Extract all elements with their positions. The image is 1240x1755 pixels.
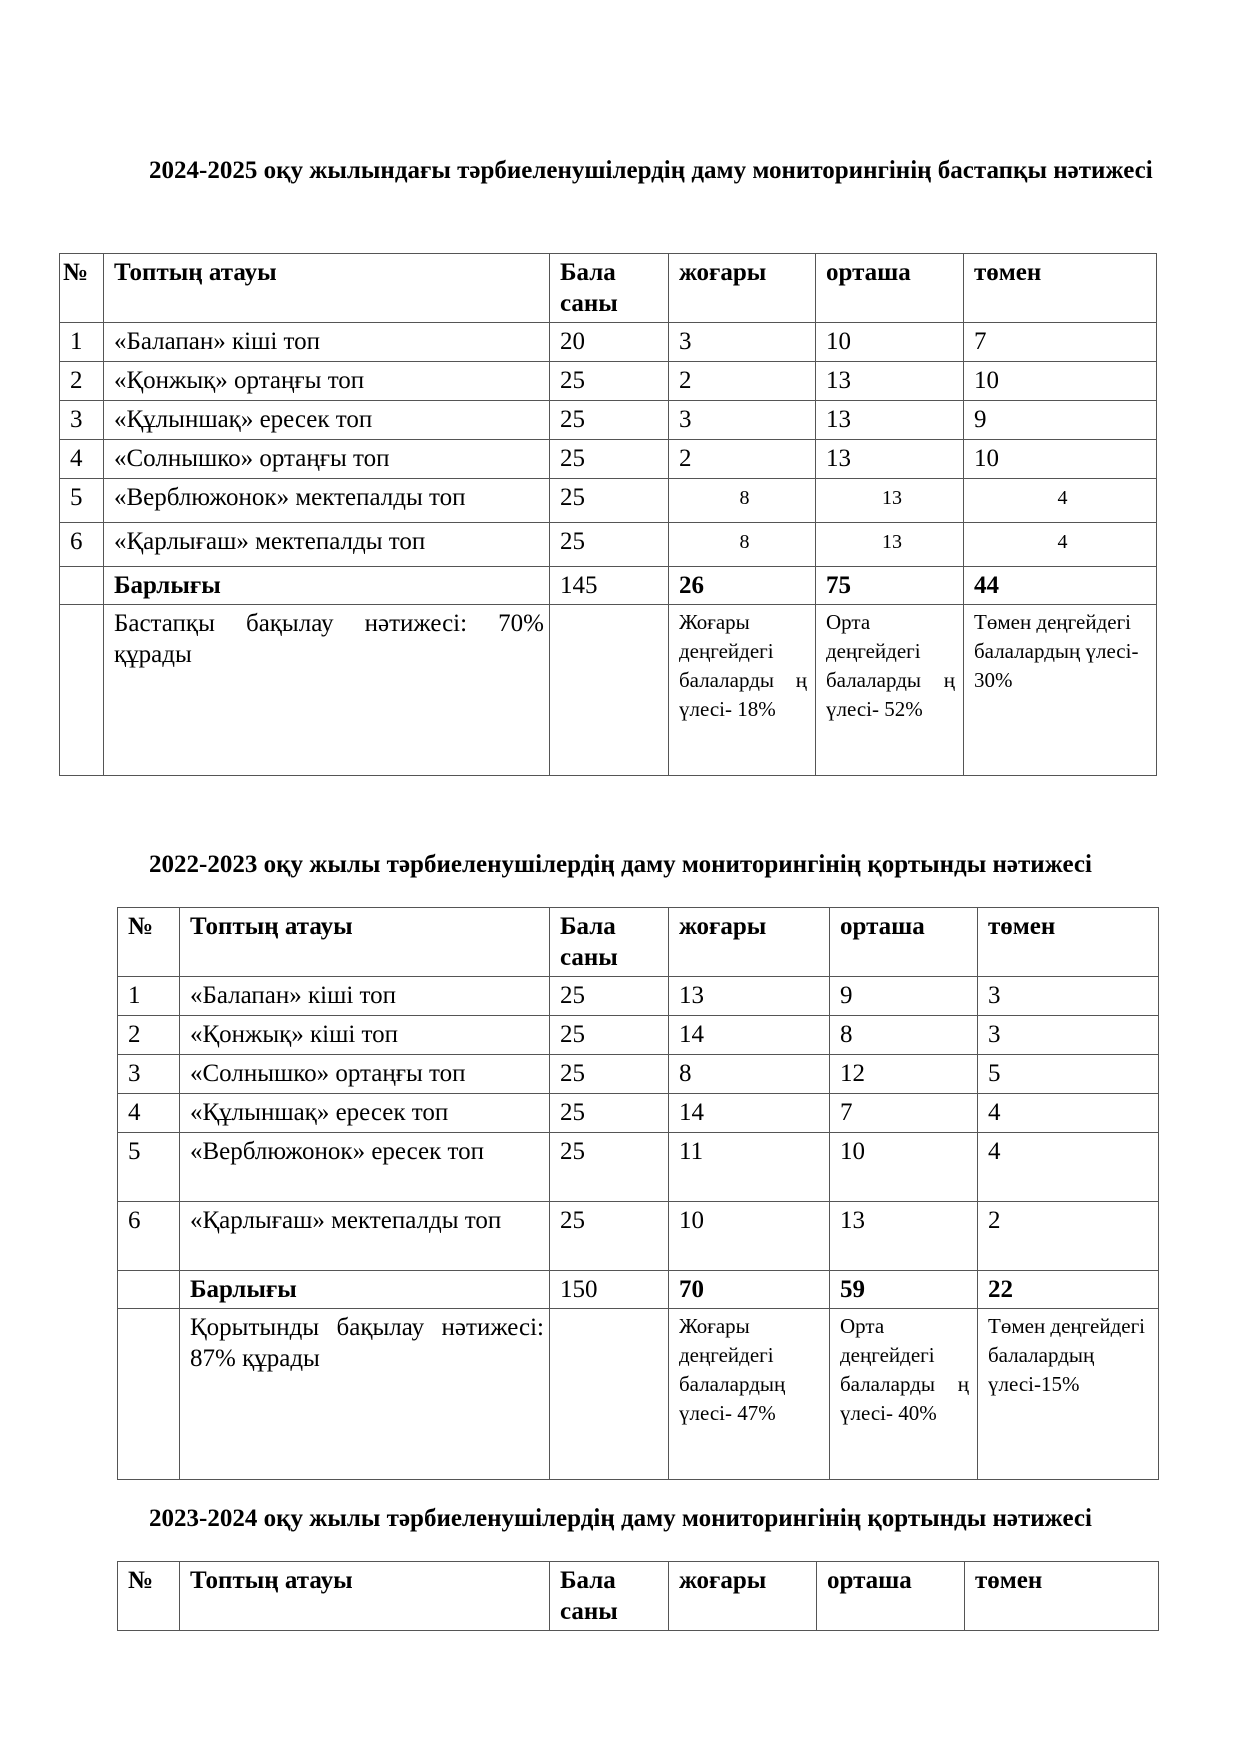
row-number: 3 [60, 401, 104, 440]
col-header-low: төмен [964, 254, 1157, 323]
medium-count: 13 [816, 479, 964, 523]
child-count: 25 [550, 1094, 669, 1133]
row-number: 1 [60, 323, 104, 362]
empty-cell [118, 1271, 180, 1309]
empty-cell [118, 1309, 180, 1480]
col-header-low: төмен [978, 908, 1159, 977]
group-name: «Құлыншақ» ересек топ [180, 1094, 550, 1133]
high-count: 8 [669, 1055, 830, 1094]
low-count: 9 [964, 401, 1157, 440]
medium-count: 12 [830, 1055, 978, 1094]
medium-count: 10 [830, 1133, 978, 1202]
child-count: 25 [550, 440, 669, 479]
total-low: 22 [978, 1271, 1159, 1309]
group-name: «Қарлығаш» мектепалды топ [104, 523, 550, 567]
medium-count: 7 [830, 1094, 978, 1133]
child-count: 25 [550, 1055, 669, 1094]
medium-count: 13 [816, 362, 964, 401]
col-header-high: жоғары [669, 908, 830, 977]
low-count: 4 [978, 1133, 1159, 1202]
medium-count: 13 [816, 401, 964, 440]
total-medium: 75 [816, 567, 964, 605]
row-number: 3 [118, 1055, 180, 1094]
child-count: 20 [550, 323, 669, 362]
summary-text: Қорытынды бақылау нәтижесі: 87% құрады [180, 1309, 550, 1480]
group-name: «Балапан» кіші топ [104, 323, 550, 362]
summary-row [60, 605, 1157, 776]
low-count: 4 [964, 479, 1157, 523]
group-name: «Қарлығаш» мектепалды топ [180, 1202, 550, 1271]
group-name: «Балапан» кіші топ [180, 977, 550, 1016]
table-row [118, 1202, 1159, 1271]
total-label: Барлығы [104, 567, 550, 605]
medium-count: 9 [830, 977, 978, 1016]
col-header-child-count: Бала саны [550, 1562, 669, 1631]
col-header-high: жоғары [669, 1562, 817, 1631]
table-row [60, 401, 1157, 440]
group-name: «Солнышко» ортаңғы топ [104, 440, 550, 479]
medium-count: 13 [816, 523, 964, 567]
low-count: 2 [978, 1202, 1159, 1271]
col-header-number: № [118, 1562, 180, 1631]
col-header-child-count: Бала саны [550, 254, 669, 323]
low-count: 10 [964, 440, 1157, 479]
low-share: Төмен деңгейдегі балалардың үлесі- 30% [964, 605, 1157, 776]
col-header-group-name: Топтың атауы [180, 908, 550, 977]
row-number: 2 [60, 362, 104, 401]
table-row [118, 1094, 1159, 1133]
total-row [60, 567, 1157, 605]
table-header-row [118, 1562, 1159, 1631]
high-count: 3 [669, 401, 816, 440]
group-name: «Верблюжонок» ересек топ [180, 1133, 550, 1202]
group-name: «Солнышко» ортаңғы топ [180, 1055, 550, 1094]
col-header-high: жоғары [669, 254, 816, 323]
table-row [118, 977, 1159, 1016]
high-count: 14 [669, 1016, 830, 1055]
high-count: 2 [669, 362, 816, 401]
col-header-medium: орташа [816, 254, 964, 323]
empty-cell [60, 605, 104, 776]
low-count: 10 [964, 362, 1157, 401]
row-number: 6 [118, 1202, 180, 1271]
table-row [118, 1133, 1159, 1202]
total-count: 145 [550, 567, 669, 605]
empty-cell [550, 1309, 669, 1480]
medium-count: 10 [816, 323, 964, 362]
child-count: 25 [550, 523, 669, 567]
group-name: «Құлыншақ» ересек топ [104, 401, 550, 440]
high-count: 14 [669, 1094, 830, 1133]
total-high: 70 [669, 1271, 830, 1309]
group-name: «Верблюжонок» мектепалды топ [104, 479, 550, 523]
monitoring-table-2024-2025 [59, 253, 1157, 776]
table-header-row [60, 254, 1157, 323]
low-count: 7 [964, 323, 1157, 362]
group-name: «Қонжық» ортаңғы топ [104, 362, 550, 401]
monitoring-table-2023-2024 [117, 1561, 1159, 1631]
total-high: 26 [669, 567, 816, 605]
high-count: 10 [669, 1202, 830, 1271]
table-row [60, 362, 1157, 401]
col-header-child-count: Бала саны [550, 908, 669, 977]
high-count: 11 [669, 1133, 830, 1202]
child-count: 25 [550, 1133, 669, 1202]
high-share: Жоғары деңгейдегі балаларды ң үлесі- 18% [669, 605, 816, 776]
section-3-title: 2023-2024 оқу жылы тәрбиеленушілердің даму мониторингінің қортынды нәтижесі [149, 1505, 1092, 1532]
summary-row [118, 1309, 1159, 1480]
table-row [118, 1016, 1159, 1055]
col-header-medium: орташа [817, 1562, 965, 1631]
medium-count: 13 [830, 1202, 978, 1271]
col-header-number: № [60, 254, 104, 323]
table-row [60, 523, 1157, 567]
total-label: Барлығы [180, 1271, 550, 1309]
total-row [118, 1271, 1159, 1309]
row-number: 4 [118, 1094, 180, 1133]
col-header-low: төмен [965, 1562, 1159, 1631]
table-row [118, 1055, 1159, 1094]
row-number: 5 [118, 1133, 180, 1202]
child-count: 25 [550, 1202, 669, 1271]
low-count: 4 [964, 523, 1157, 567]
medium-share: Орта деңгейдегі балаларды ң үлесі- 52% [816, 605, 964, 776]
low-count: 4 [978, 1094, 1159, 1133]
table-row [60, 479, 1157, 523]
total-medium: 59 [830, 1271, 978, 1309]
low-count: 3 [978, 1016, 1159, 1055]
high-count: 8 [669, 523, 816, 567]
child-count: 25 [550, 401, 669, 440]
high-count: 8 [669, 479, 816, 523]
row-number: 2 [118, 1016, 180, 1055]
row-number: 4 [60, 440, 104, 479]
group-name: «Қонжық» кіші топ [180, 1016, 550, 1055]
monitoring-table-2022-2023 [117, 907, 1159, 1480]
medium-share: Орта деңгейдегі балаларды ң үлесі- 40% [830, 1309, 978, 1480]
col-header-group-name: Топтың атауы [104, 254, 550, 323]
high-share: Жоғары деңгейдегі балалардың үлесі- 47% [669, 1309, 830, 1480]
medium-count: 13 [816, 440, 964, 479]
table-row [60, 440, 1157, 479]
high-count: 13 [669, 977, 830, 1016]
low-share: Төмен деңгейдегі балалардың үлесі-15% [978, 1309, 1159, 1480]
low-count: 5 [978, 1055, 1159, 1094]
total-count: 150 [550, 1271, 669, 1309]
low-count: 3 [978, 977, 1159, 1016]
row-number: 1 [118, 977, 180, 1016]
row-number: 5 [60, 479, 104, 523]
empty-cell [550, 605, 669, 776]
col-header-group-name: Топтың атауы [180, 1562, 550, 1631]
table-row [60, 323, 1157, 362]
table-header-row [118, 908, 1159, 977]
total-low: 44 [964, 567, 1157, 605]
high-count: 3 [669, 323, 816, 362]
child-count: 25 [550, 1016, 669, 1055]
child-count: 25 [550, 362, 669, 401]
section-2-title: 2022-2023 оқу жылы тәрбиеленушілердің даму мониторингінің қортынды нәтижесі [149, 851, 1092, 878]
summary-text: Бастапқы бақылау нәтижесі: 70% құрады [104, 605, 550, 776]
empty-cell [60, 567, 104, 605]
child-count: 25 [550, 977, 669, 1016]
col-header-medium: орташа [830, 908, 978, 977]
high-count: 2 [669, 440, 816, 479]
medium-count: 8 [830, 1016, 978, 1055]
col-header-number: № [118, 908, 180, 977]
section-1-title: 2024-2025 оқу жылындағы тәрбиеленушілердің даму мониторингінің бастапқы нәтижесі [149, 157, 1153, 184]
child-count: 25 [550, 479, 669, 523]
row-number: 6 [60, 523, 104, 567]
